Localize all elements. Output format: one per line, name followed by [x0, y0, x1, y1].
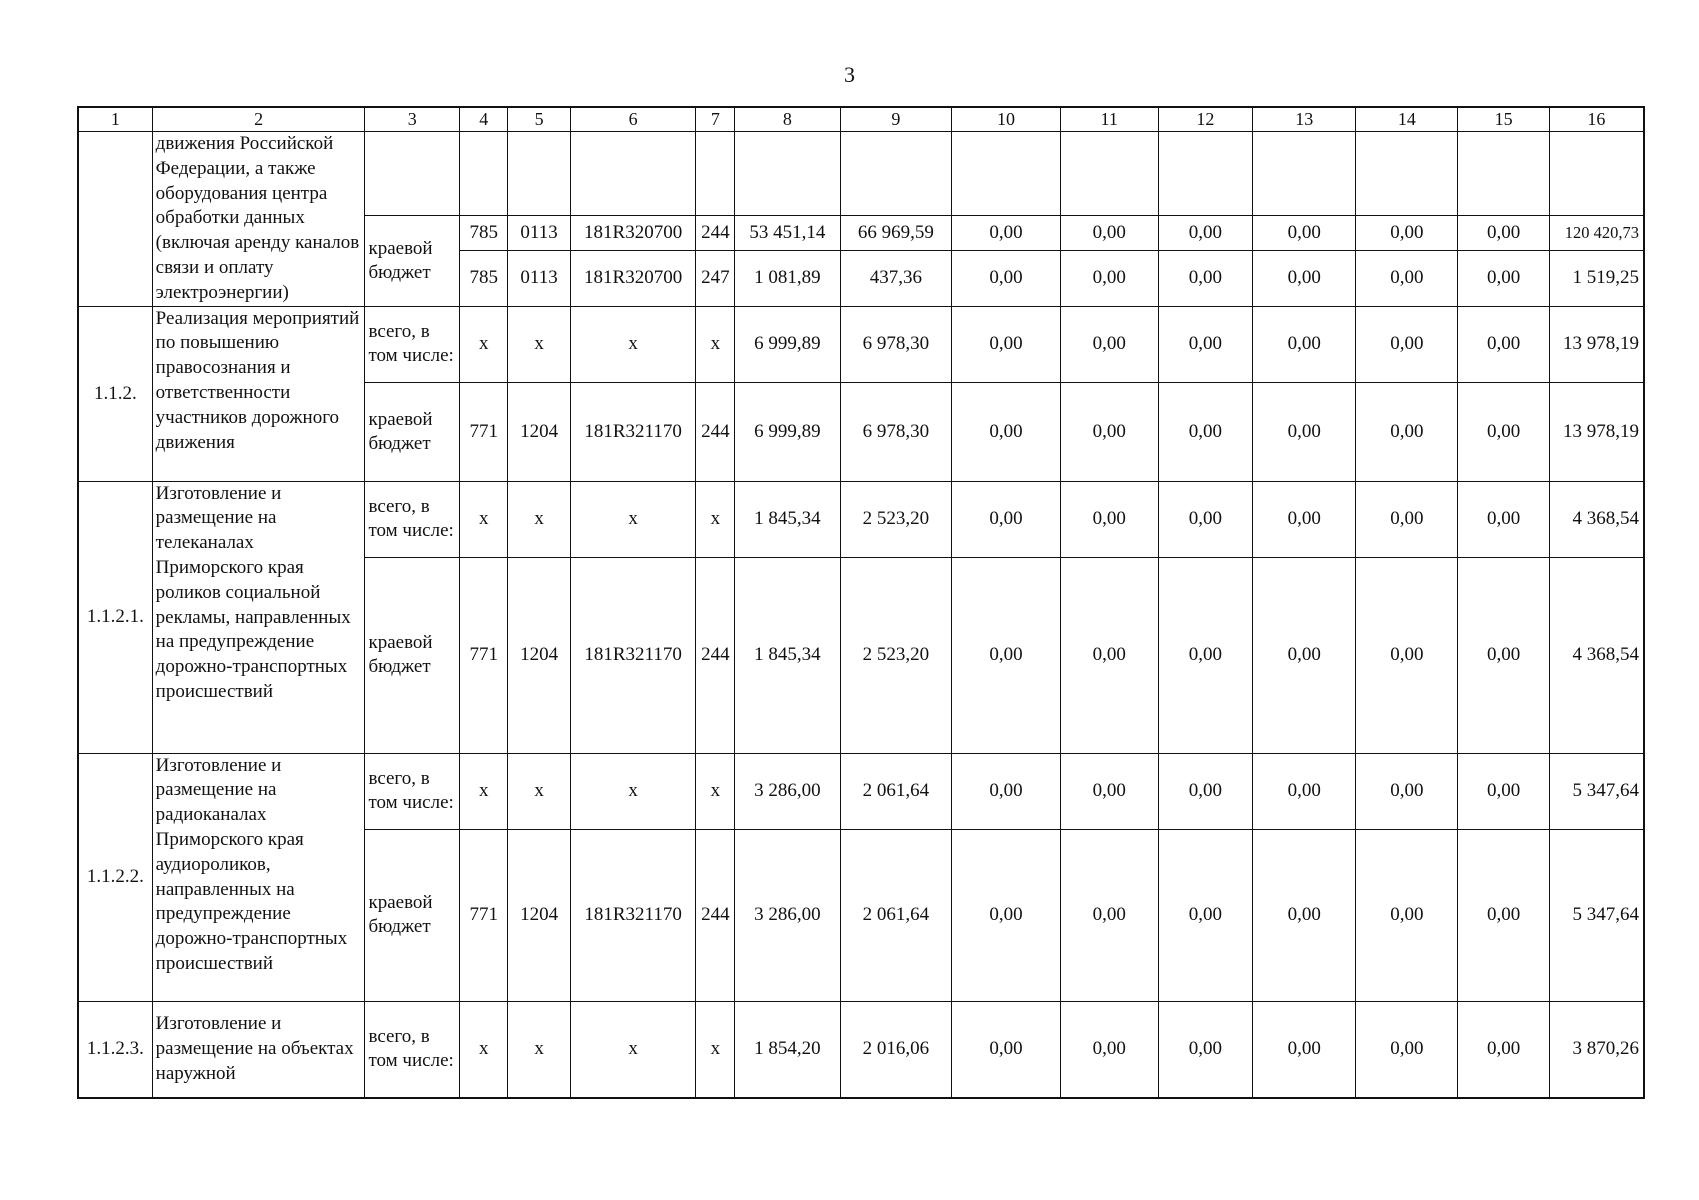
table-cell: 2 061,64 [840, 753, 952, 829]
column-header: 13 [1253, 107, 1356, 132]
table-cell: x [460, 753, 508, 829]
table-cell: x [570, 753, 696, 829]
column-header: 8 [735, 107, 840, 132]
table-cell: 181R321170 [570, 382, 696, 481]
table-cell: x [570, 481, 696, 557]
table-cell: 0,00 [952, 250, 1061, 306]
table-cell: 1204 [508, 829, 570, 1001]
table-cell: 785 [460, 250, 508, 306]
table-cell: 5 347,64 [1549, 829, 1644, 1001]
table-cell: 6 999,89 [735, 306, 840, 382]
table-cell: 0,00 [1356, 216, 1458, 251]
table-cell: 120 420,73 [1549, 216, 1644, 251]
table-cell: x [696, 1001, 735, 1098]
table-cell: 0,00 [1458, 481, 1549, 557]
table-cell: 66 969,59 [840, 216, 952, 251]
item-code-cell [78, 132, 152, 307]
total-label: всего, в том числе: [365, 481, 460, 557]
table-cell: 0,00 [1356, 1001, 1458, 1098]
table-cell: 0,00 [1458, 1001, 1549, 1098]
table-cell: 771 [460, 557, 508, 753]
table-cell: 0,00 [1253, 250, 1356, 306]
column-header: 9 [840, 107, 952, 132]
table-cell: 0,00 [1458, 557, 1549, 753]
table-cell: 0113 [508, 250, 570, 306]
table-cell: 785 [460, 216, 508, 251]
total-label: всего, в том числе: [365, 753, 460, 829]
table-cell: 0,00 [1253, 382, 1356, 481]
table-cell: 0,00 [1060, 753, 1158, 829]
funding-source: краевой бюджет [365, 382, 460, 481]
table-cell: 2 016,06 [840, 1001, 952, 1098]
table-row [78, 1001, 1644, 1098]
table-cell: 0,00 [1356, 829, 1458, 1001]
table-cell: 2 523,20 [840, 557, 952, 753]
table-row [78, 132, 1644, 216]
table-cell: 0,00 [1356, 481, 1458, 557]
table-cell: 2 061,64 [840, 829, 952, 1001]
item-code: 1.1.2.2. [78, 753, 152, 1001]
table-cell: 13 978,19 [1549, 382, 1644, 481]
table-cell: 0,00 [1356, 306, 1458, 382]
table-cell: 1 854,20 [735, 1001, 840, 1098]
table-cell: 3 870,26 [1549, 1001, 1644, 1098]
funding-source: краевой бюджет [365, 829, 460, 1001]
table-cell: 0,00 [952, 382, 1061, 481]
table-cell: 0,00 [1158, 557, 1253, 753]
table-cell: 244 [696, 382, 735, 481]
table-cell: 0,00 [1253, 481, 1356, 557]
table-cell: 2 523,20 [840, 481, 952, 557]
table-cell: 0,00 [1356, 382, 1458, 481]
table-cell: 3 286,00 [735, 753, 840, 829]
column-header: 16 [1549, 107, 1644, 132]
item-code: 1.1.2.3. [78, 1001, 152, 1098]
table-cell: 6 978,30 [840, 382, 952, 481]
table-cell: x [508, 1001, 570, 1098]
table-cell: 1 519,25 [1549, 250, 1644, 306]
column-header: 14 [1356, 107, 1458, 132]
table-cell: 0,00 [1253, 753, 1356, 829]
column-header: 4 [460, 107, 508, 132]
table-cell: 1 845,34 [735, 481, 840, 557]
table-cell: 0,00 [1060, 481, 1158, 557]
table-cell: 244 [696, 557, 735, 753]
budget-table [77, 106, 1645, 1099]
table-cell: 1 845,34 [735, 557, 840, 753]
table-row [78, 481, 1644, 557]
table-cell: 0,00 [1060, 306, 1158, 382]
table-cell: 0,00 [1060, 250, 1158, 306]
table-cell: x [696, 753, 735, 829]
column-header: 2 [152, 107, 365, 132]
table-cell: 5 347,64 [1549, 753, 1644, 829]
table-row [78, 753, 1644, 829]
table-cell: 0,00 [1158, 753, 1253, 829]
column-header: 11 [1060, 107, 1158, 132]
table-cell: 0,00 [952, 481, 1061, 557]
table-cell: 0,00 [1158, 829, 1253, 1001]
table-cell: 13 978,19 [1549, 306, 1644, 382]
table-cell: 0,00 [952, 306, 1061, 382]
table-cell: 0,00 [1060, 382, 1158, 481]
table-cell: 0,00 [952, 753, 1061, 829]
table-cell: 0,00 [1458, 306, 1549, 382]
table-cell: 0,00 [1458, 250, 1549, 306]
table-cell: x [508, 306, 570, 382]
item-code: 1.1.2.1. [78, 481, 152, 753]
table-cell: 771 [460, 382, 508, 481]
table-cell: 0,00 [1356, 557, 1458, 753]
table-cell: x [460, 1001, 508, 1098]
item-name: Изготовление и размещение на объектах наружной [152, 1001, 365, 1098]
total-label: всего, в том числе: [365, 1001, 460, 1098]
table-cell: 0,00 [952, 829, 1061, 1001]
table-cell: 4 368,54 [1549, 481, 1644, 557]
table-cell: x [508, 481, 570, 557]
table-cell: 3 286,00 [735, 829, 840, 1001]
table-cell: x [570, 306, 696, 382]
table-cell: 0,00 [1060, 829, 1158, 1001]
table-cell: 0,00 [1060, 557, 1158, 753]
column-header: 3 [365, 107, 460, 132]
table-cell: x [570, 1001, 696, 1098]
item-name: Реализация мероприятий по повышению правосознания и ответственности участников дорожного движения [152, 306, 365, 481]
table-cell: 181R321170 [570, 829, 696, 1001]
column-header: 1 [78, 107, 152, 132]
table-cell: 181R321170 [570, 557, 696, 753]
table-cell: 181R320700 [570, 250, 696, 306]
table-cell: 0,00 [1253, 1001, 1356, 1098]
table-cell: 0,00 [1158, 306, 1253, 382]
item-name: Изготовление и размещение на телеканалах Приморского края роликов социальной рекламы, направленных на предупреждение дорожно-транспортных происшествий [152, 481, 365, 753]
column-header: 7 [696, 107, 735, 132]
table-cell: 6 978,30 [840, 306, 952, 382]
table-cell: 244 [696, 216, 735, 251]
table-cell: 1204 [508, 557, 570, 753]
table-cell: 0,00 [1253, 306, 1356, 382]
table-cell: 0,00 [952, 1001, 1061, 1098]
funding-source: краевой бюджет [365, 557, 460, 753]
column-header: 5 [508, 107, 570, 132]
table-cell: 437,36 [840, 250, 952, 306]
column-header: 12 [1158, 107, 1253, 132]
table-cell: 0,00 [952, 557, 1061, 753]
table-cell: 1 081,89 [735, 250, 840, 306]
table-cell: 0,00 [1356, 250, 1458, 306]
table-cell: 244 [696, 829, 735, 1001]
item-name: Изготовление и размещение на радиоканалах Приморского края аудиороликов, направленных на предупреждение дорожно-транспортных происшествий [152, 753, 365, 1001]
table-cell: 247 [696, 250, 735, 306]
table-cell: 0113 [508, 216, 570, 251]
table-cell: 6 999,89 [735, 382, 840, 481]
table-row [78, 306, 1644, 382]
table-cell: 0,00 [1158, 481, 1253, 557]
item-code: 1.1.2. [78, 306, 152, 481]
funding-source: краевой бюджет [365, 216, 460, 307]
table-cell: 0,00 [1060, 216, 1158, 251]
table-cell: 181R320700 [570, 216, 696, 251]
table-cell: 0,00 [1158, 382, 1253, 481]
table-cell: 0,00 [1158, 216, 1253, 251]
table-cell: x [460, 481, 508, 557]
table-cell: x [508, 753, 570, 829]
table-cell: 1204 [508, 382, 570, 481]
table-cell: 0,00 [1158, 1001, 1253, 1098]
table-cell: 0,00 [1356, 753, 1458, 829]
table-cell: x [696, 306, 735, 382]
table-cell: x [460, 306, 508, 382]
table-cell: 0,00 [1158, 250, 1253, 306]
table-cell: 0,00 [1458, 216, 1549, 251]
page-number: 3 [844, 62, 855, 87]
table-cell: 0,00 [1458, 829, 1549, 1001]
column-header: 6 [570, 107, 696, 132]
column-header: 10 [952, 107, 1061, 132]
header-row [78, 107, 1644, 132]
table-cell: 771 [460, 829, 508, 1001]
table-cell: 4 368,54 [1549, 557, 1644, 753]
table-cell: 0,00 [1458, 382, 1549, 481]
table-cell: x [696, 481, 735, 557]
item-name: движения Российской Федерации, а также оборудования центра обработки данных (включая аренду каналов связи и оплату электроэнергии) [152, 132, 365, 307]
table-cell: 53 451,14 [735, 216, 840, 251]
table-cell: 0,00 [1253, 216, 1356, 251]
table-cell: 0,00 [1458, 753, 1549, 829]
table-cell: 0,00 [952, 216, 1061, 251]
table-cell: 0,00 [1253, 557, 1356, 753]
table-cell: 0,00 [1253, 829, 1356, 1001]
total-label: всего, в том числе: [365, 306, 460, 382]
column-header: 15 [1458, 107, 1549, 132]
table-cell: 0,00 [1060, 1001, 1158, 1098]
